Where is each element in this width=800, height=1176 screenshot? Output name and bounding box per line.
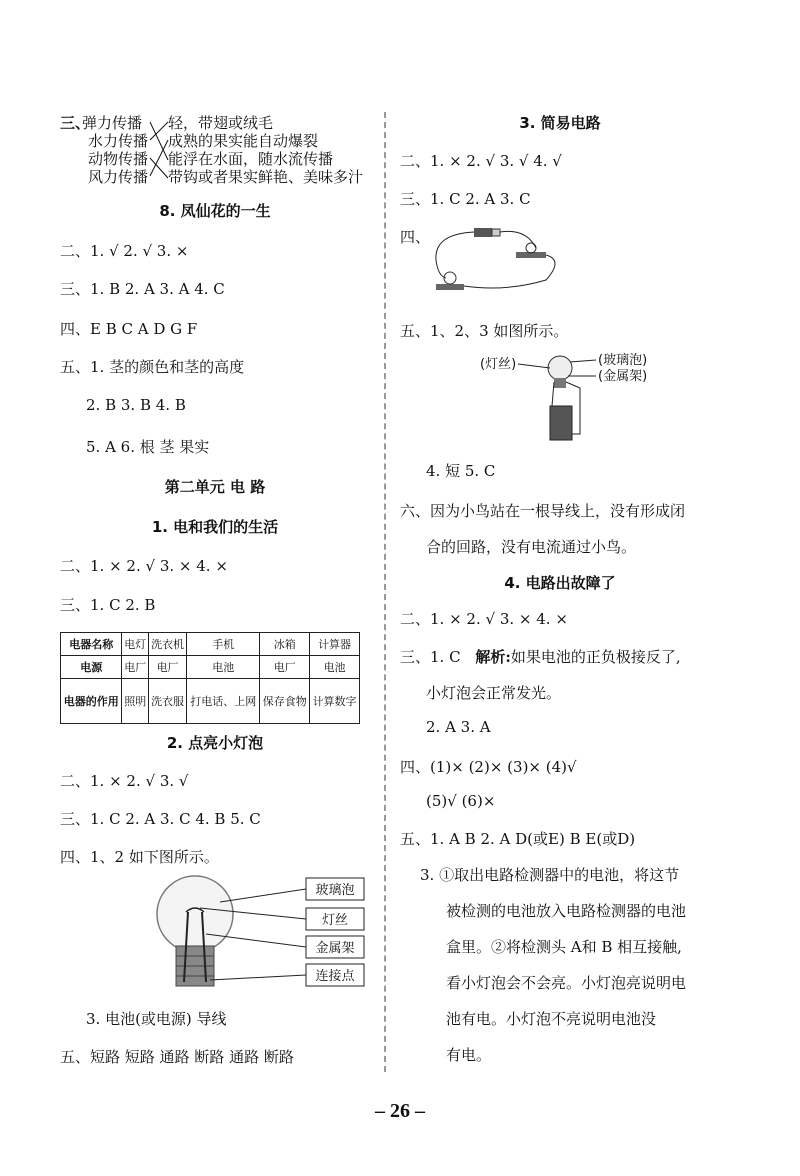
- s2-line-3: 四、1、2 如下图所示。: [60, 848, 219, 866]
- dispersal-trait-4: 带钩或者果实鲜艳、美味多汁: [168, 168, 364, 186]
- unit-title: 第二单元 电 路: [164, 478, 266, 496]
- dispersal-method-4: 风力传播: [88, 168, 149, 186]
- s2-line-1: 二、1. × 2. √ 3. √: [60, 772, 189, 790]
- page-number: – 26 –: [375, 1100, 425, 1122]
- s3-after: 4. 短 5. C: [426, 462, 496, 480]
- circuit-diagram: [426, 220, 576, 300]
- s8-line-1: 二、1. √ 2. √ 3. ×: [60, 242, 189, 260]
- dispersal-method-1: 弹力传播: [82, 114, 143, 132]
- table-cell: 洗衣服: [148, 679, 186, 724]
- section-2-title: 2. 点亮小灯泡: [166, 734, 264, 752]
- table-cell: 电池: [310, 656, 360, 679]
- s8-sub-1: 2. B 3. B 4. B: [86, 396, 186, 414]
- s3-six-1: 六、因为小鸟站在一根导线上，没有形成闭: [400, 502, 686, 520]
- s4-three: [400, 646, 681, 667]
- table-row: [61, 679, 360, 724]
- s4-three-prefix: 三、1. C: [400, 648, 461, 666]
- bulb-diagram: [140, 872, 370, 996]
- s2-line-2: 三、1. C 2. A 3. C 4. B 5. C: [60, 810, 261, 828]
- matching-lines: [148, 112, 172, 188]
- table-cell: 电厂: [122, 656, 149, 679]
- s8-sub-2: 5. A 6. 根 茎 果实: [86, 438, 210, 456]
- dispersal-method-3: 动物传播: [88, 150, 149, 168]
- dispersal-prefix: 三、: [60, 114, 91, 132]
- bulb2-label-glass: (玻璃泡): [598, 353, 648, 368]
- s8-line-4: 五、1. 茎的颜色和茎的高度: [60, 358, 245, 376]
- dispersal-trait-2: 成熟的果实能自动爆裂: [168, 132, 319, 150]
- table-cell: 手机: [187, 633, 260, 656]
- s4-five-3-line-4: 看小灯泡会不会亮。小灯泡亮说明电: [446, 974, 687, 992]
- bulb2-label-filament: (灯丝): [480, 357, 517, 372]
- section-1-title: 1. 电和我们的生活: [151, 518, 279, 536]
- s3-line-1: 二、1. × 2. √ 3. √ 4. √: [400, 152, 562, 170]
- s4-five-3-line-6: 有电。: [446, 1046, 492, 1064]
- s3-five: 五、1、2、3 如图所示。: [400, 322, 569, 340]
- s4-five-3-line-1: 3. ①取出电路检测器中的电池，将这节: [420, 866, 680, 884]
- table-cell: 打电话、上网: [187, 679, 260, 724]
- table-cell: 冰箱: [260, 633, 310, 656]
- section-3-title: 3. 简易电路: [519, 114, 601, 132]
- bulb-label-filament: 灯丝: [321, 913, 349, 928]
- s4-three-more: 2. A 3. A: [426, 718, 491, 736]
- s4-five-3-line-2: 被检测的电池放入电路检测器的电池: [446, 902, 687, 920]
- bulb2-label-frame: (金属架): [598, 369, 648, 384]
- s4-three-label: 解析:: [475, 648, 511, 666]
- dispersal-method-2: 水力传播: [88, 132, 149, 150]
- appliance-table: [60, 632, 360, 724]
- s3-line-3: 四、: [400, 228, 431, 246]
- bulb-label-frame: 金属架: [315, 941, 355, 956]
- table-cell: 电灯: [122, 633, 149, 656]
- s1-line-1: 二、1. × 2. √ 3. × 4. ×: [60, 557, 228, 575]
- table-cell: 电器的作用: [61, 679, 122, 724]
- table-cell: 计算数字: [310, 679, 360, 724]
- table-row: [61, 656, 360, 679]
- section-8-title: 8. 凤仙花的一生: [159, 202, 271, 220]
- s3-six-2: 合的回路，没有电流通过小鸟。: [426, 538, 637, 556]
- table-cell: 电源: [61, 656, 122, 679]
- s4-four-1: 四、(1)× (2)× (3)× (4)√: [400, 758, 577, 776]
- table-cell: 电池: [187, 656, 260, 679]
- table-cell: 电厂: [260, 656, 310, 679]
- s1-line-2: 三、1. C 2. B: [60, 596, 156, 614]
- section-4-title: 4. 电路出故障了: [504, 574, 616, 592]
- s8-line-2: 三、1. B 2. A 3. A 4. C: [60, 280, 225, 298]
- dispersal-trait-1: 轻，带翅或绒毛: [168, 114, 274, 132]
- bulb-circuit-diagram: [470, 348, 680, 444]
- s2-last: 五、短路 短路 通路 断路 通路 断路: [60, 1048, 294, 1066]
- s4-line-1: 二、1. × 2. √ 3. × 4. ×: [400, 610, 568, 628]
- table-row: [61, 633, 360, 656]
- table-cell: 照明: [122, 679, 149, 724]
- s3-line-2: 三、1. C 2. A 3. C: [400, 190, 531, 208]
- table-cell: 计算器: [310, 633, 360, 656]
- column-divider: [384, 112, 386, 1072]
- s4-three-text: 如果电池的正负极接反了,: [510, 648, 681, 666]
- s4-four-2: (5)√ (6)×: [426, 792, 496, 810]
- bulb-label-glass: 玻璃泡: [315, 883, 355, 898]
- s4-five-3-line-3: 盒里。②将检测头 A和 B 相互接触,: [446, 938, 682, 956]
- table-cell: 洗衣机: [148, 633, 186, 656]
- s4-five: 五、1. A B 2. A D(或E) B E(或D): [400, 830, 636, 848]
- table-cell: 保存食物: [260, 679, 310, 724]
- s8-line-3: 四、E B C A D G F: [60, 320, 198, 338]
- s2-after: 3. 电池(或电源) 导线: [86, 1010, 227, 1028]
- s4-three-cont: 小灯泡会正常发光。: [426, 684, 562, 702]
- s4-five-3-line-5: 池有电。小灯泡不亮说明电池没: [446, 1010, 657, 1028]
- table-cell: 电器名称: [61, 633, 122, 656]
- table-cell: 电厂: [148, 656, 186, 679]
- dispersal-trait-3: 能浮在水面，随水流传播: [168, 150, 334, 168]
- bulb-label-contact: 连接点: [315, 969, 355, 984]
